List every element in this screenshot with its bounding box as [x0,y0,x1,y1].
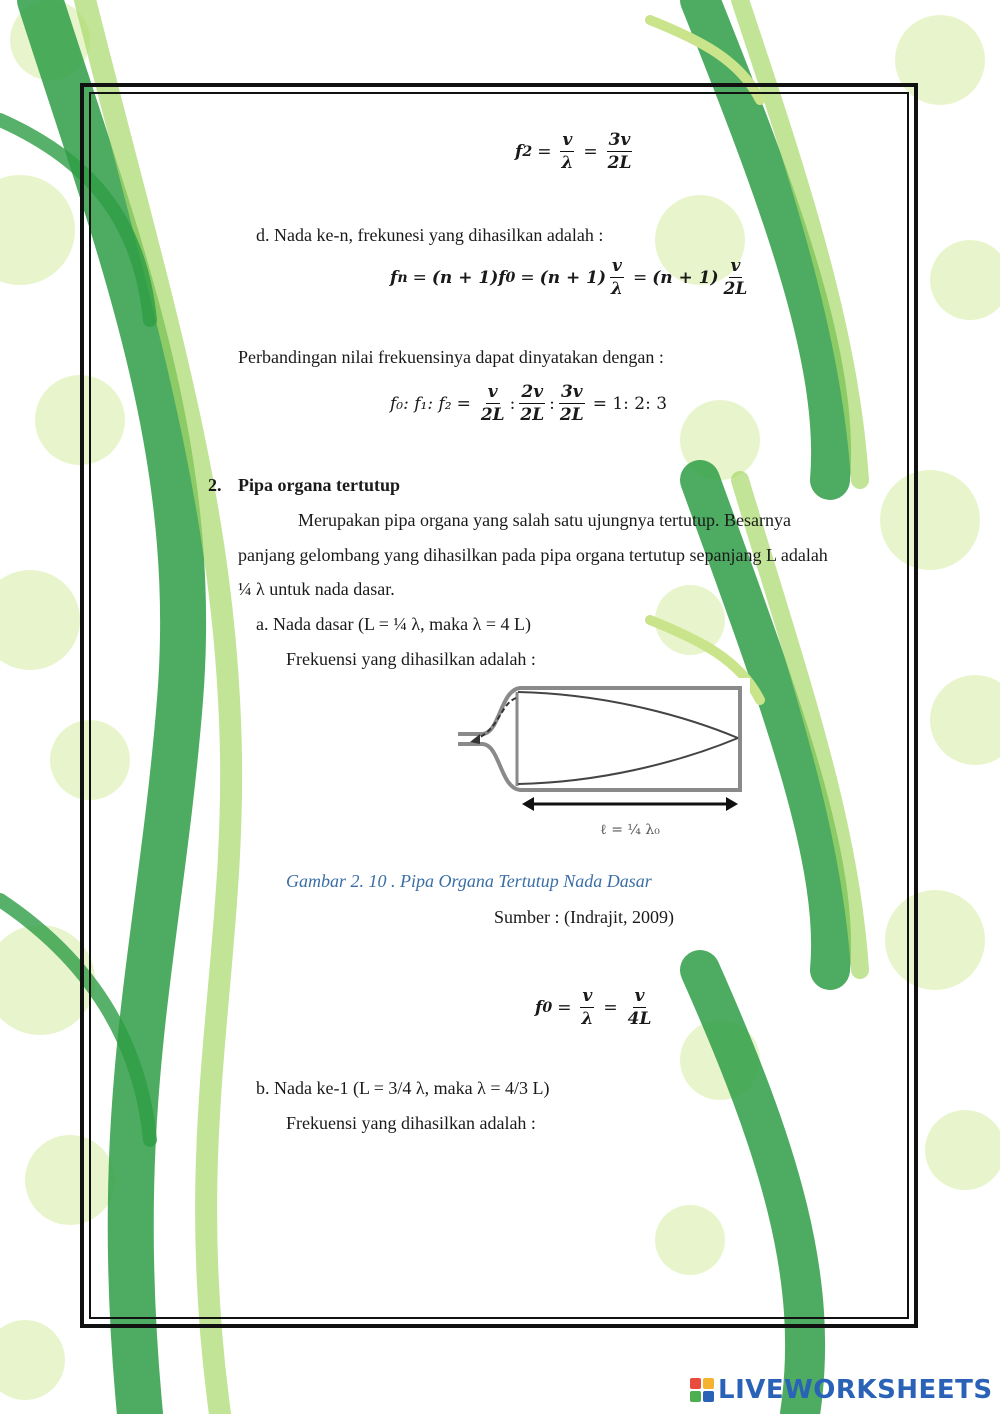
frac-denominator: λ [561,153,574,173]
frac-numerator: v [730,256,741,276]
item-a-subtext: Frekuensi yang dihasilkan adalah : [286,649,536,669]
eq-f2-lhs: f [515,141,523,162]
frac-denominator: λ [581,1009,594,1029]
eq-f0-frac2 [626,986,654,1029]
figure-source: Sumber : (Indrajit, 2009) [494,907,674,927]
eq-f0-equals: = [557,997,572,1018]
eq-ratio-lhs: f₀: f₁: f₂ [390,393,452,414]
eq-fn-frac1 [609,256,625,299]
eq-f2-frac1 [559,130,575,173]
eq-fn-part2: (n + 1) [539,267,607,288]
equation-f2 [515,130,636,173]
eq-fn-equals-3: = [632,267,648,288]
frac-denominator: 2L [559,405,584,425]
frac-numerator: 2v [521,382,544,402]
eq-f2-equals-2: = [583,141,598,162]
eq-fn-lhs: f [390,267,398,288]
eq-fn-frac2 [722,256,750,299]
frac-numerator: 3v [560,382,583,402]
closed-pipe-figure [440,678,750,858]
eq-ratio-equals: = [456,393,471,414]
closed-pipe-diagram [440,678,750,858]
eq-fn-part1: (n + 1)f [431,267,506,288]
eq-fn-equals-2: = [520,267,535,288]
eq-f2-equals: = [537,141,552,162]
paragraph-line-2: panjang gelombang yang dihasilkan pada pipa organa tertutup sepanjang L adalah [238,545,828,565]
item-a-text: a. Nada dasar (L = ¼ λ, maka λ = 4 L) [256,614,531,634]
figure-caption: Gambar 2. 10 . Pipa Organa Tertutup Nada Dasar [286,871,652,891]
eq-f0-lhs: f [535,997,543,1018]
eq-ratio-frac2 [518,382,546,425]
liveworksheets-logo[interactable] [690,1374,993,1406]
frac-denominator: 4L [627,1009,652,1029]
item-b-text: b. Nada ke-1 (L = 3/4 λ, maka λ = 4/3 L) [256,1078,550,1098]
eq-ratio-rhs: = 1: 2: 3 [592,393,668,414]
eq-ratio-frac3 [558,382,586,425]
paragraph-line-1: Merupakan pipa organa yang salah satu ujungnya tertutup. Besarnya [298,510,792,530]
figure-background [440,678,750,858]
frac-denominator: 2L [607,153,632,173]
eq-fn-part3: (n + 1) [652,267,719,288]
eq-f2-lhs-sub: 2 [522,143,533,160]
comparison-text: Perbandingan nilai frekuensinya dapat dinyatakan dengan : [238,347,664,367]
eq-f2-frac2 [606,130,634,173]
section-title: Pipa organa tertutup [238,475,400,495]
frac-denominator: 2L [723,279,748,299]
eq-fn-lhs-sub: n [397,269,408,286]
frac-denominator: 2L [480,405,505,425]
eq-ratio-colon-2: : [549,393,555,414]
eq-ratio-frac1 [479,382,507,425]
eq-f0-equals-2: = [603,997,618,1018]
frac-numerator: v [612,256,622,276]
frac-numerator: 3v [608,130,631,150]
equation-ratio [390,382,667,425]
paragraph-line-3: ¼ λ untuk nada dasar. [238,579,395,599]
eq-fn-equals: = [412,267,427,288]
item-d-text: d. Nada ke-n, frekunesi yang dihasilkan adalah : [256,225,604,245]
eq-f0-lhs-sub: 0 [542,999,553,1016]
frac-numerator: v [562,130,573,150]
eq-f0-frac1 [579,986,595,1029]
frac-numerator: v [487,382,498,402]
logo-text: LIVEWORKSHEETS [718,1375,993,1405]
frac-numerator: v [634,986,645,1006]
equation-fn [390,256,752,299]
frac-denominator: λ [611,279,623,299]
frac-numerator: v [582,986,593,1006]
equation-f0 [535,986,656,1029]
frac-denominator: 2L [520,405,545,425]
length-label: ℓ = ¼ λ₀ [600,822,660,838]
section-number: 2. [208,475,222,495]
eq-fn-part1-sub: 0 [505,269,516,286]
eq-ratio-colon-1: : [509,393,516,414]
item-b-subtext: Frekuensi yang dihasilkan adalah : [286,1113,536,1133]
liveworksheets-icon [690,1378,714,1402]
